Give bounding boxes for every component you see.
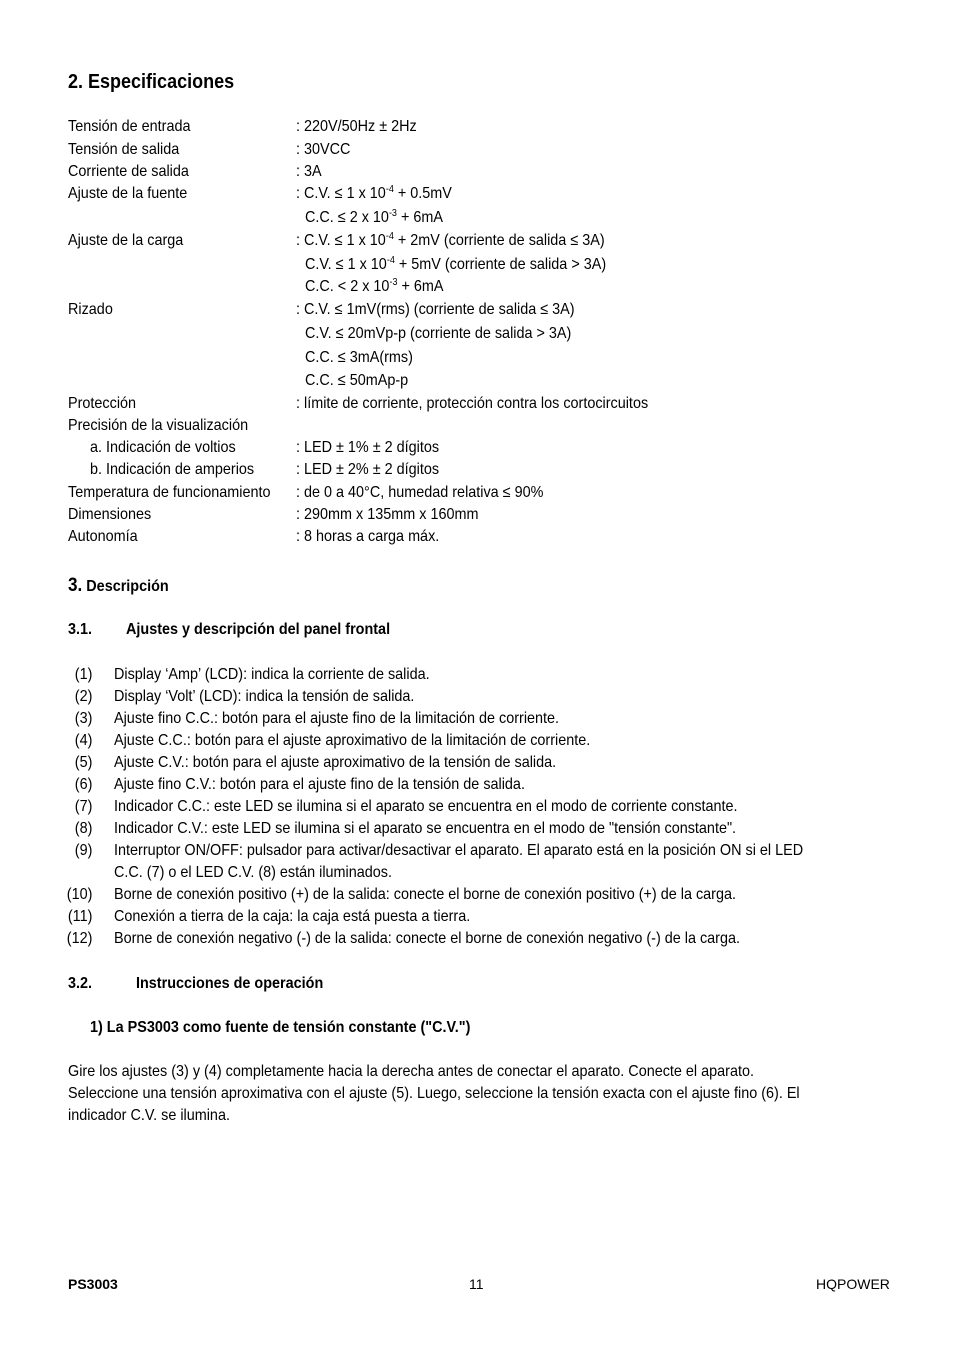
spec-value-source-adjust-2: C.C. ≤ 2 x $10^{-3} + 6mA$ xyxy=(305,208,443,226)
list-item-number: (8) xyxy=(74,820,93,837)
spec-label-amps-indication: b. Indicación de amperios xyxy=(90,461,255,478)
section-3-2-title: Instrucciones de operación xyxy=(136,975,324,992)
list-item: Conexión a tierra de la caja: la caja está puesta a tierra. xyxy=(114,908,471,925)
list-item-number: (6) xyxy=(74,776,93,793)
spec-label-volts-indication: a. Indicación de voltios xyxy=(90,439,236,456)
list-item-continuation: C.C. (7) o el LED C.V. (8) están iluminados. xyxy=(114,864,392,881)
list-item-number: (11) xyxy=(67,908,93,925)
spec-value-dimensions: : 290mm x 135mm x 160mm xyxy=(296,506,479,523)
spec-label-ripple: Rizado xyxy=(68,301,113,318)
list-item: Ajuste C.C.: botón para el ajuste aproximativo de la limitación de corriente. xyxy=(114,732,591,749)
list-item-number: (1) xyxy=(74,666,93,683)
spec-label-output-voltage: Tensión de salida xyxy=(68,141,180,158)
spec-label-input-voltage: Tensión de entrada xyxy=(68,118,191,135)
spec-value-ripple-4: C.C. ≤ 50mAp-p xyxy=(305,372,409,389)
footer-page-number: 11 xyxy=(469,1276,484,1292)
spec-label-dimensions: Dimensiones xyxy=(68,506,152,523)
spec-value-load-adjust-1: : C.V. ≤ 1 x $10^{-4} + 2mV$ (corriente de salida ≤ 3A) xyxy=(296,231,605,249)
spec-label-source-adjust: Ajuste de la fuente xyxy=(68,185,188,202)
spec-value-source-adjust-1: : C.V. ≤ 1 x $10^{-4} + 0.5mV$ xyxy=(296,184,452,202)
spec-value-output-current: : 3A xyxy=(296,163,322,180)
list-item: Ajuste C.V.: botón para el ajuste aproximativo de la tensión de salida. xyxy=(114,754,557,771)
list-item: Display ‘Amp’ (LCD): indica la corriente de salida. xyxy=(114,666,430,683)
spec-label-output-current: Corriente de salida xyxy=(68,163,189,180)
list-item-number: (7) xyxy=(74,798,93,815)
footer-model: PS3003 xyxy=(68,1276,118,1292)
list-item-number: (3) xyxy=(74,710,93,727)
list-item: Display ‘Volt’ (LCD): indica la tensión de salida. xyxy=(114,688,415,705)
list-item: Interruptor ON/OFF: pulsador para activar/desactivar el aparato. El aparato está en la posición ON si el LED xyxy=(114,842,804,859)
list-item-number: (2) xyxy=(74,688,93,705)
section-3-heading: 3. Descripción xyxy=(68,575,169,596)
list-item: Ajuste fino C.V.: botón para el ajuste fino de la tensión de salida. xyxy=(114,776,525,793)
paragraph-line-1: Gire los ajustes (3) y (4) completamente hacia la derecha antes de conectar el aparato. Conecte el aparato. xyxy=(68,1063,754,1080)
list-item: Borne de conexión positivo (+) de la salida: conecte el borne de conexión positivo (+) de la carga. xyxy=(114,886,736,903)
spec-label-operating-temp: Temperatura de funcionamiento xyxy=(68,484,271,501)
section-3-2-number: 3.2. xyxy=(68,975,93,992)
list-item-number: (9) xyxy=(74,842,93,859)
spec-value-output-voltage: : 30VCC xyxy=(296,141,351,158)
footer-brand: HQPOWER xyxy=(816,1276,890,1292)
spec-value-load-adjust-2: C.V. ≤ 1 x $10^{-4} + 5mV$ (corriente de salida > 3A) xyxy=(305,255,607,273)
spec-label-protection: Protección xyxy=(68,395,137,412)
spec-value-amps-indication: : LED ± 2% ± 2 dígitos xyxy=(296,461,440,478)
spec-value-ripple-3: C.C. ≤ 3mA(rms) xyxy=(305,349,413,366)
section-3-1-number: 3.1. xyxy=(68,621,93,638)
list-item-number: (4) xyxy=(74,732,93,749)
list-item: Indicador C.V.: este LED se ilumina si el aparato se encuentra en el modo de "tensión constante". xyxy=(114,820,737,837)
spec-label-display-precision: Precisión de la visualización xyxy=(68,417,249,434)
section-3-1-title: Ajustes y descripción del panel frontal xyxy=(126,621,391,638)
section-2-heading: 2. Especificaciones xyxy=(68,71,235,93)
spec-value-ripple-2: C.V. ≤ 20mVp-p (corriente de salida > 3A) xyxy=(305,325,572,342)
list-item-number: (5) xyxy=(74,754,93,771)
list-item-number: (12) xyxy=(66,930,93,947)
list-item: Borne de conexión negativo (-) de la salida: conecte el borne de conexión negativo (-) de la carga. xyxy=(114,930,740,947)
subsection-1-heading: 1) La PS3003 como fuente de tensión constante ("C.V.") xyxy=(90,1019,471,1036)
spec-value-ripple-1: : C.V. ≤ 1mV(rms) (corriente de salida ≤ 3A) xyxy=(296,301,575,318)
list-item-number: (10) xyxy=(66,886,93,903)
spec-value-volts-indication: : LED ± 1% ± 2 dígitos xyxy=(296,439,440,456)
spec-value-protection: : límite de corriente, protección contra los cortocircuitos xyxy=(296,395,649,412)
paragraph-line-3: indicador C.V. se ilumina. xyxy=(68,1107,230,1124)
spec-value-operating-temp: : de 0 a 40°C, humedad relativa ≤ 90% xyxy=(296,484,544,501)
paragraph-line-2: Seleccione una tensión aproximativa con el ajuste (5). Luego, seleccione la tensión exacta con el ajuste fino (6). El xyxy=(68,1085,800,1102)
list-item: Indicador C.C.: este LED se ilumina si el aparato se encuentra en el modo de corriente constante. xyxy=(114,798,738,815)
spec-label-autonomy: Autonomía xyxy=(68,528,138,545)
spec-value-autonomy: : 8 horas a carga máx. xyxy=(296,528,440,545)
spec-label-load-adjust: Ajuste de la carga xyxy=(68,232,184,249)
spec-value-load-adjust-3: C.C. < 2 x $10^{-3} + 6mA$ xyxy=(305,277,444,295)
spec-value-input-voltage: : 220V/50Hz ± 2Hz xyxy=(296,118,417,135)
list-item: Ajuste fino C.C.: botón para el ajuste fino de la limitación de corriente. xyxy=(114,710,560,727)
